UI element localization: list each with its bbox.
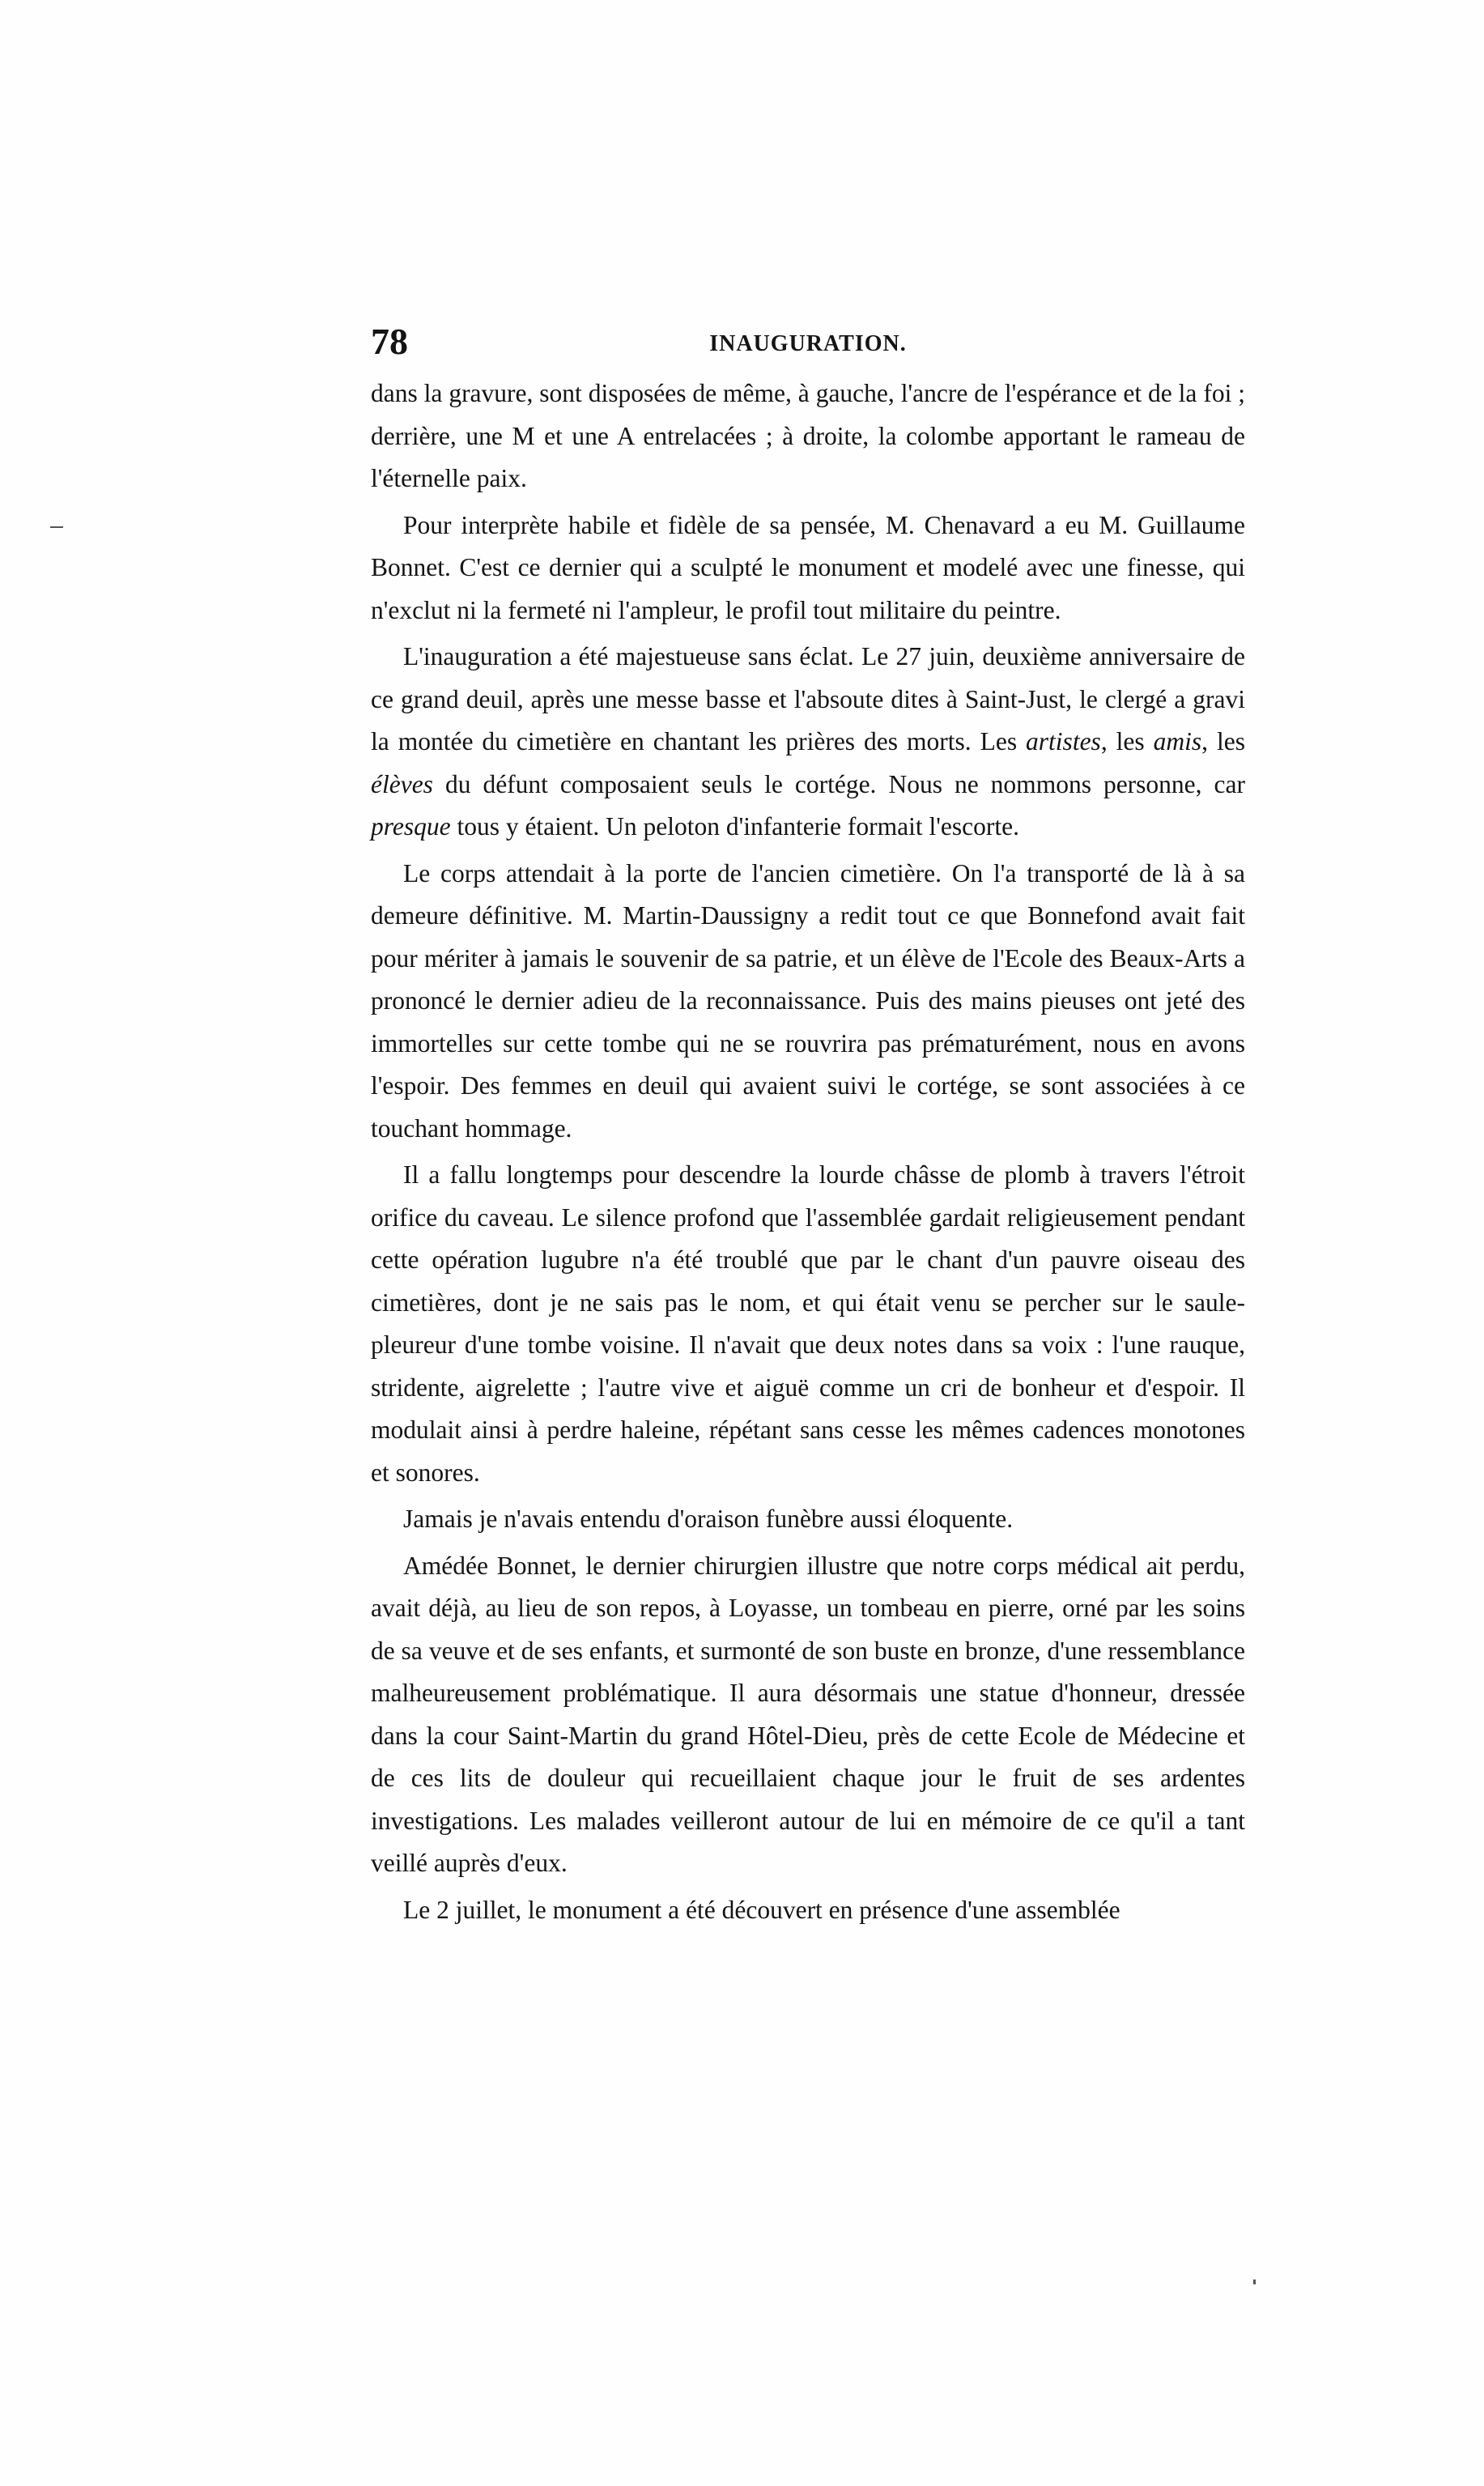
paragraph-3 xyxy=(371,636,1245,849)
paragraph-5: Il a fallu longtemps pour descendre la lourde châsse de plomb à travers l'étroit orifice du caveau. Le silence profond que l'assemblée gardait religieusement pendant cette opération lugubre n'a été troublé que par le chant d'un pauvre oiseau des cimetières, dont je ne sais pas le nom, et qui était venu se percher sur le saule-pleureur d'une tombe voisine. Il n'avait que deux notes dans sa voix : l'une rauque, stridente, aigrelette ; l'autre vive et aiguë comme un cri de bonheur et d'espoir. Il modulait ainsi à perdre haleine, répétant sans cesse les mêmes cadences monotones et sonores. xyxy=(371,1160,1245,1487)
paragraph-7: Amédée Bonnet, le dernier chirurgien illustre que notre corps médical ait perdu, avait déjà, au lieu de son repos, à Loyasse, un tombeau en pierre, orné par les soins de sa veuve et de ses enfants, et surmonté de son buste en bronze, d'une ressemblance malheureusement problématique. Il aura désormais une statue d'honneur, dressée dans la cour Saint-Martin du grand Hôtel-Dieu, près de cette Ecole de Médecine et de ces lits de douleur qui recueillaient chaque jour le fruit de ses ardentes investigations. Les malades veilleront autour de lui en mémoire de ce qu'il a tant veillé auprès d'eux. xyxy=(371,1551,1245,1877)
paragraph-3-text-a: L'inauguration a été majestueuse sans éclat. Le 27 juin, deuxième anniversaire de ce grand deuil, après une messe basse et l'absoute dites à Saint-Just, le clergé a gravi la montée du cimetière en chantant les prières des morts. Les xyxy=(371,642,1245,756)
paragraph-2: Pour interprète habile et fidèle de sa pensée, M. Chenavard a eu M. Guillaume Bonnet. C'est ce dernier qui a sculpté le monument et modelé avec une finesse, qui n'exclut ni la fermeté ni l'ampleur, le profil tout militaire du peintre. xyxy=(371,510,1245,624)
paragraph-3-em-artistes: artistes xyxy=(1026,727,1101,756)
paragraph-3-text-b: , les xyxy=(1100,727,1154,756)
paragraph-3-em-eleves: élèves xyxy=(371,769,433,798)
paragraph-3-text-e: tous y étaient. Un peloton d'infanterie formait l'escorte. xyxy=(450,812,1019,841)
paragraph-3-em-amis: amis xyxy=(1153,727,1202,756)
page-number: 78 xyxy=(371,321,408,362)
paragraph-1: dans la gravure, sont disposées de même, à gauche, l'ancre de l'espérance et de la foi ; derrière, une M et une A entrelacées ; à droite, la colombe apportant le rameau de l'éternelle paix. xyxy=(371,379,1245,492)
paragraph-6: Jamais je n'avais entendu d'oraison funèbre aussi éloquente. xyxy=(403,1505,1014,1533)
page-header xyxy=(371,317,1245,366)
running-head: INAUGURATION. xyxy=(709,331,907,356)
paragraph-4: Le corps attendait à la porte de l'ancien cimetière. On l'a transporté de là à sa demeure définitive. M. Martin-Daussigny a redit tout ce que Bonnefond avait fait pour mériter à jamais le souvenir de sa patrie, et un élève de l'Ecole des Beaux-Arts a prononcé le dernier adieu de la reconnaissance. Puis des mains pieuses ont jeté des immortelles sur cette tombe qui ne se rouvrira pas prématurément, nous en avons l'espoir. Des femmes en deuil qui avaient suivi le cortége, se sont associées à ce touchant hommage. xyxy=(371,858,1245,1143)
paragraph-3-text-d: du défunt composaient seuls le cortége. Nous ne nommons personne, car xyxy=(432,769,1245,798)
body-text xyxy=(371,372,1245,1935)
paragraph-8: Le 2 juillet, le monument a été découvert en présence d'une assemblée xyxy=(403,1895,1120,1924)
paragraph-3-text-c: , les xyxy=(1201,727,1245,756)
scan-speck xyxy=(50,526,63,528)
scan-speck xyxy=(1253,2280,1256,2284)
paragraph-3-em-presque: presque xyxy=(371,812,451,841)
